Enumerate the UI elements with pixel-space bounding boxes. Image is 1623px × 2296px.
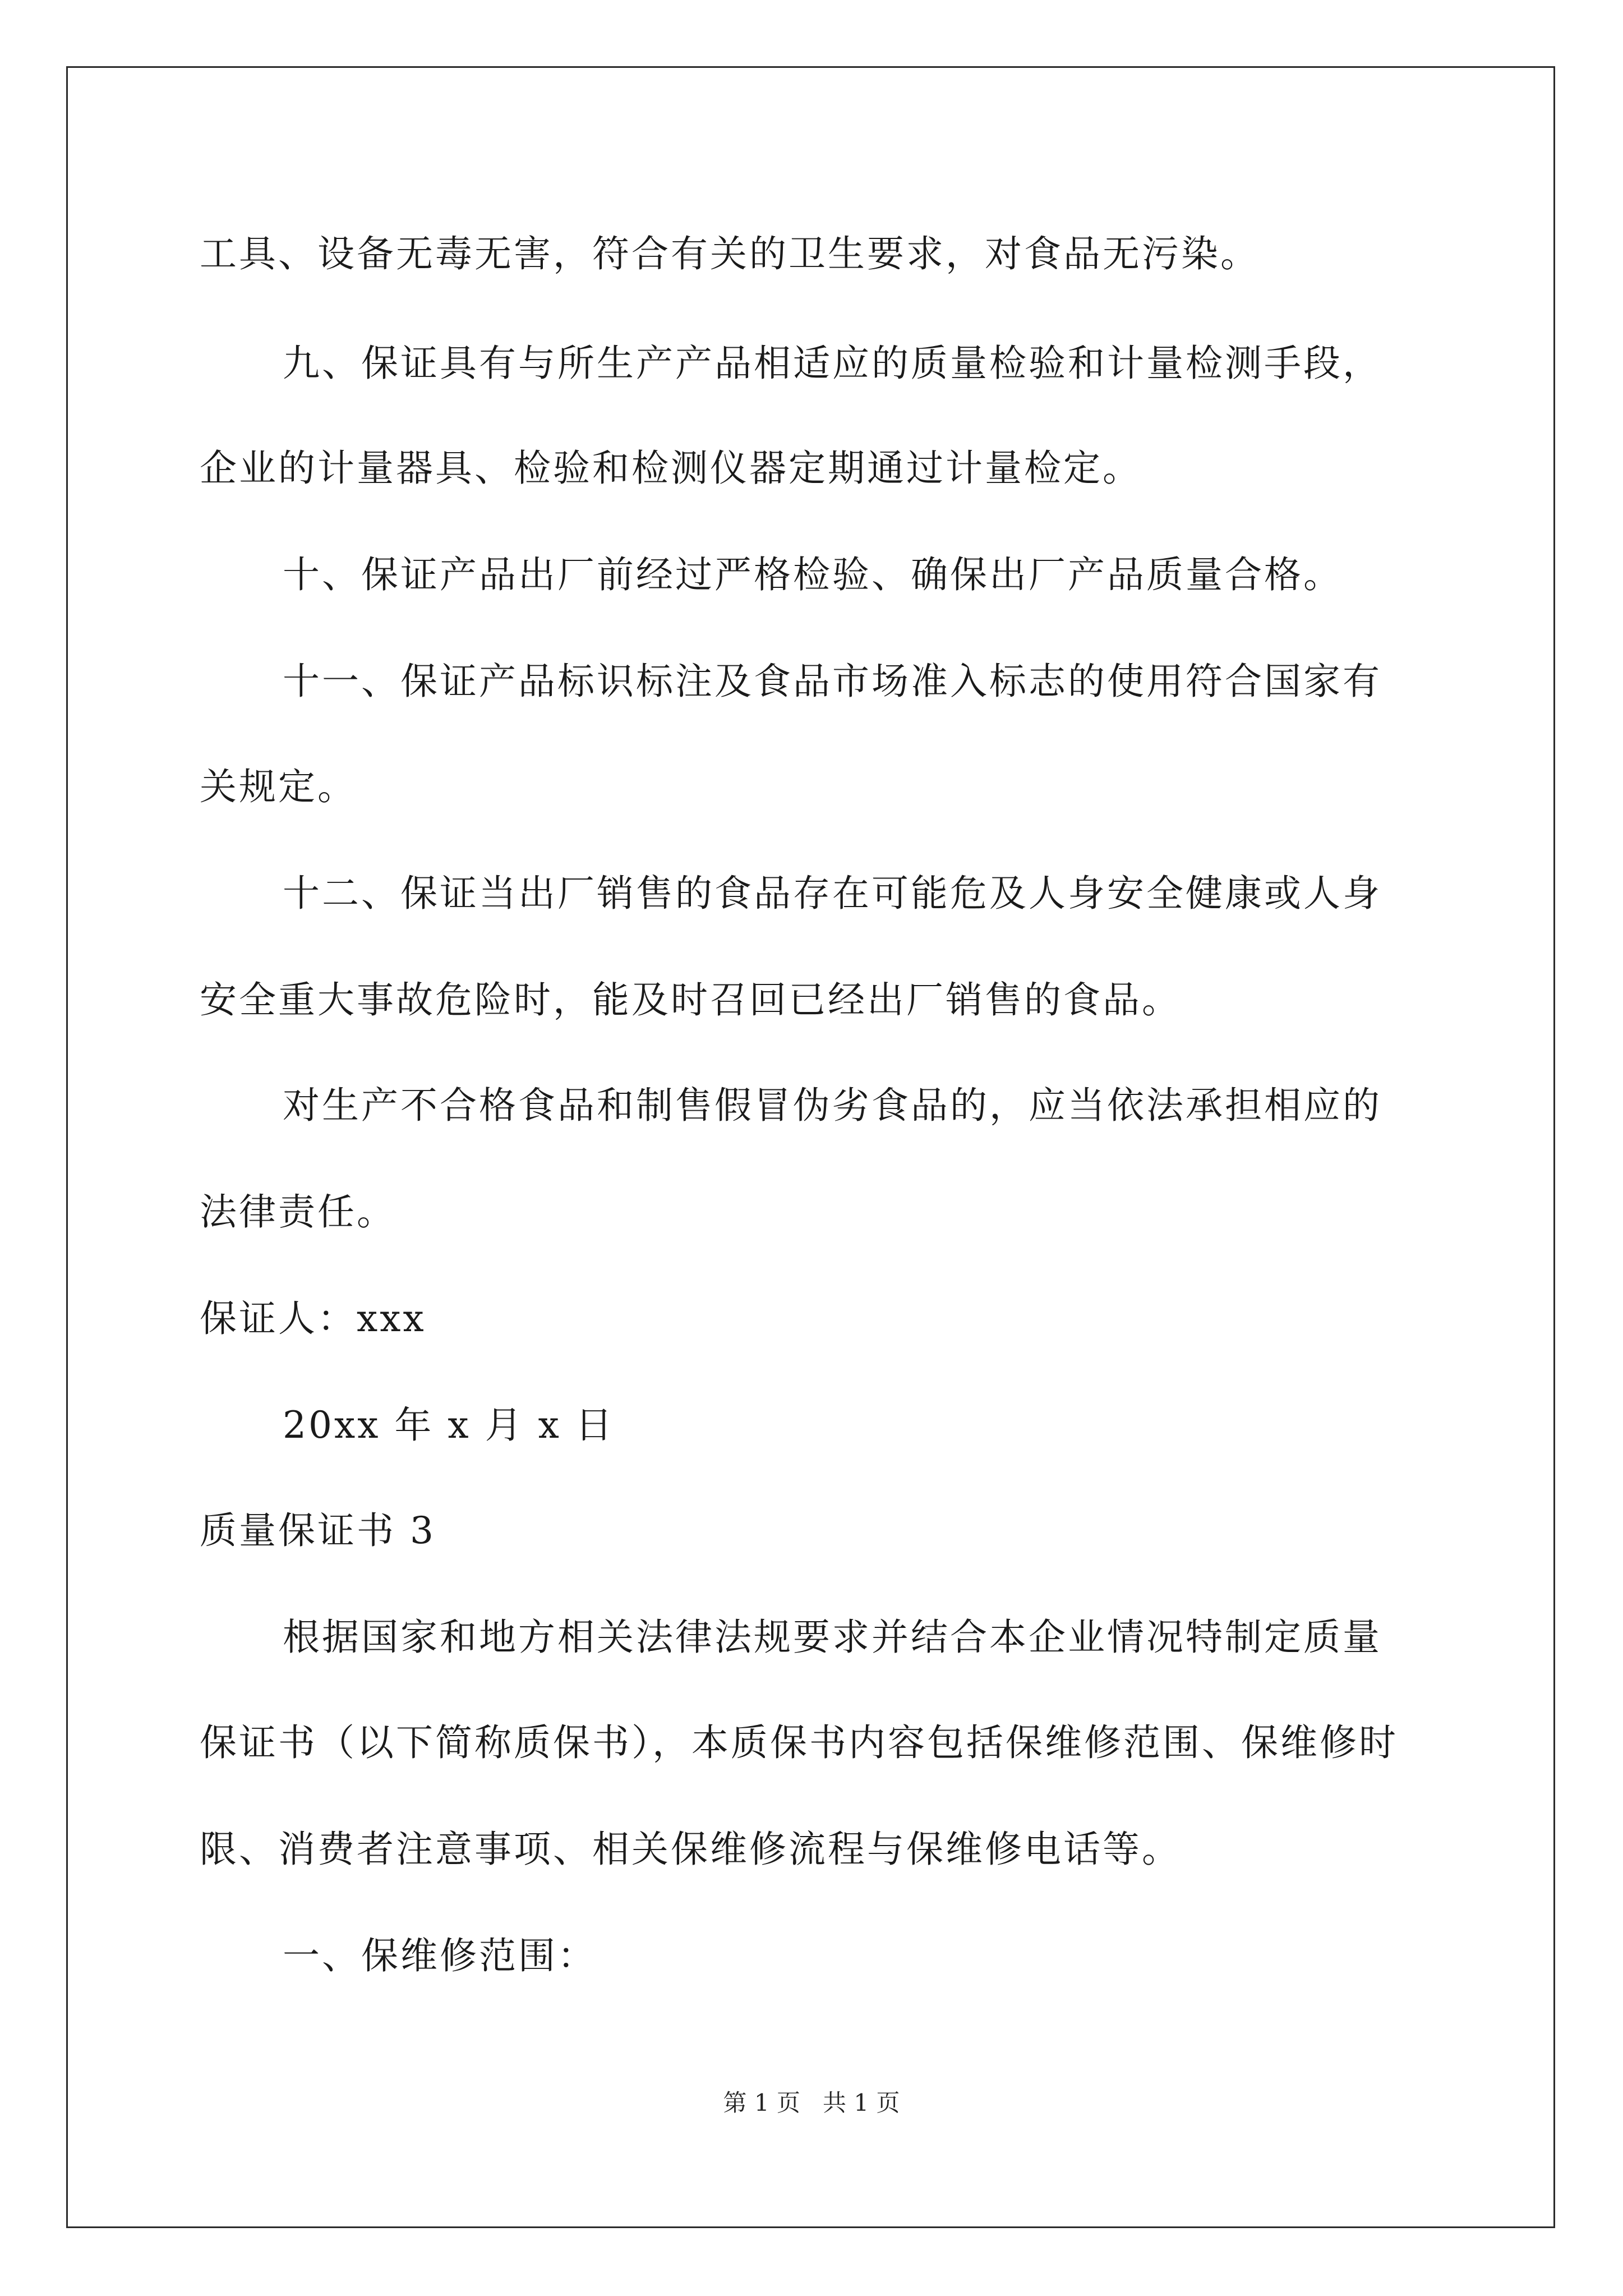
paragraph-line: 十二、保证当出厂销售的食品存在可能危及人身安全健康或人身: [283, 872, 1382, 915]
paragraph-line: 对生产不合格食品和制售假冒伪劣食品的，应当依法承担相应的: [283, 1084, 1382, 1127]
paragraph-line: 根据国家和地方相关法律法规要求并结合本企业情况特制定质量: [283, 1616, 1382, 1659]
paragraph-line: 工具、设备无毒无害，符合有关的卫生要求，对食品无污染。: [200, 232, 1260, 275]
page-footer: 第 1 页 共 1 页: [723, 2089, 900, 2116]
guarantor-line: 保证人：xxx: [200, 1297, 426, 1340]
paragraph-line: 保证书（以下简称质保书），本质保书内容包括保维修范围、保维修时: [200, 1721, 1398, 1764]
paragraph-line: 限、消费者注意事项、相关保维修流程与保维修电话等。: [200, 1828, 1181, 1871]
paragraph-line: 十一、保证产品标识标注及食品市场准入标志的使用符合国家有: [283, 660, 1382, 703]
section-title: 质量保证书 3: [200, 1509, 436, 1552]
paragraph-line: 法律责任。: [200, 1190, 396, 1234]
paragraph-line: 一、保维修范围：: [283, 1934, 597, 1977]
paragraph-line: 九、保证具有与所生产产品相适应的质量检验和计量检测手段，: [283, 342, 1382, 385]
paragraph-line: 十、保证产品出厂前经过严格检验、确保出厂产品质量合格。: [283, 553, 1343, 596]
paragraph-line: 关规定。: [200, 765, 357, 808]
page-border: [66, 66, 1555, 2228]
date-line: 20xx 年 x 月 x 日: [283, 1404, 615, 1447]
paragraph-line: 企业的计量器具、检验和检测仪器定期通过计量检定。: [200, 447, 1142, 490]
paragraph-line: 安全重大事故危险时，能及时召回已经出厂销售的食品。: [200, 978, 1181, 1022]
